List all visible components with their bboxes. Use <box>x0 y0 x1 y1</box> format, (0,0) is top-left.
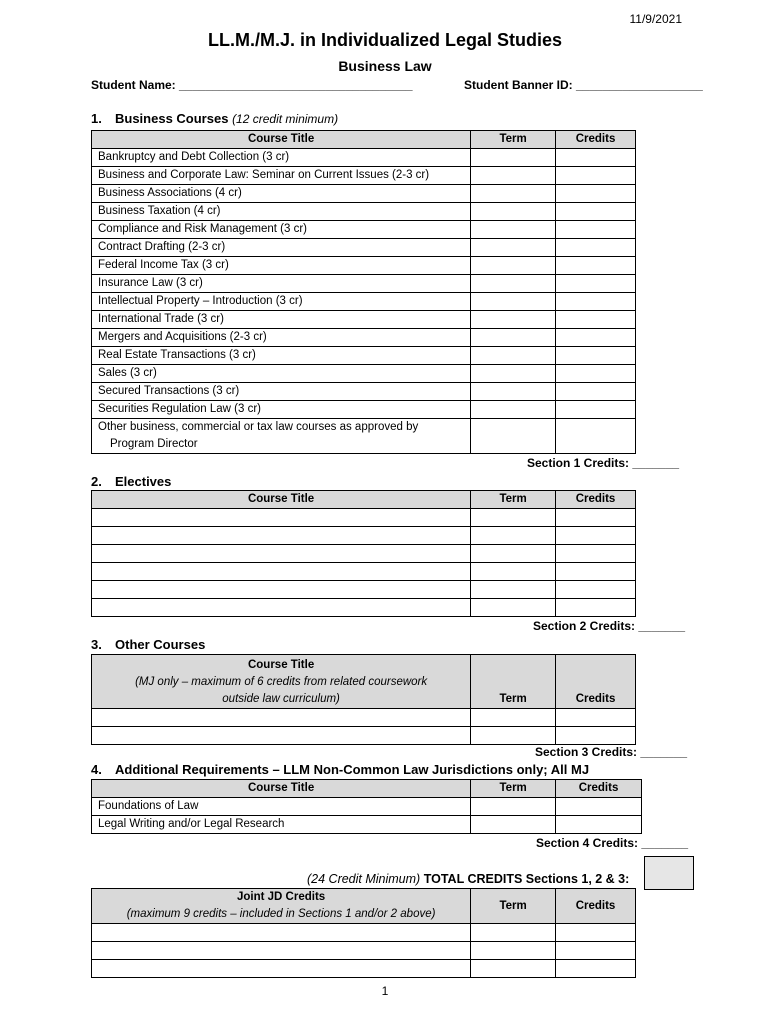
page-title: LL.M./M.J. in Individualized Legal Studies <box>207 30 563 50</box>
credits-cell[interactable] <box>556 347 636 365</box>
credits-cell[interactable] <box>556 239 636 257</box>
course-title-cell: Bankruptcy and Debt Collection (3 cr) <box>92 149 471 167</box>
table-row <box>92 599 636 617</box>
term-cell[interactable] <box>471 329 556 347</box>
term-header: Term <box>471 655 556 709</box>
credits-header: Credits <box>556 491 636 509</box>
term-cell[interactable] <box>471 365 556 383</box>
course-title-header-note-2: outside law curriculum) <box>222 692 340 705</box>
section-4-number: 4. <box>91 762 102 777</box>
section-4-credits-total[interactable]: Section 4 Credits: _______ <box>536 836 689 850</box>
table-row <box>92 545 636 563</box>
course-title-cell[interactable] <box>92 924 471 942</box>
course-title-header-note-1: (MJ only – maximum of 6 credits from related coursework <box>135 675 428 688</box>
table-row <box>92 149 636 167</box>
course-title-cell: International Trade (3 cr) <box>92 311 471 329</box>
course-title-cell[interactable] <box>92 942 471 960</box>
section-3-heading <box>91 637 205 652</box>
credits-cell[interactable] <box>556 942 636 960</box>
course-title-cell: Foundations of Law <box>92 798 471 816</box>
course-title-cell: Business Associations (4 cr) <box>92 185 471 203</box>
term-cell[interactable] <box>471 185 556 203</box>
section-4-heading <box>91 762 589 777</box>
term-cell[interactable] <box>471 581 556 599</box>
term-cell[interactable] <box>471 798 556 816</box>
credits-cell[interactable] <box>556 563 636 581</box>
credits-cell[interactable] <box>556 509 636 527</box>
credits-cell[interactable] <box>556 419 636 454</box>
course-title-cell[interactable] <box>92 545 471 563</box>
credits-cell[interactable] <box>556 311 636 329</box>
table-row <box>92 365 636 383</box>
term-header: Term <box>471 491 556 509</box>
section-2-credits-total[interactable]: Section 2 Credits: _______ <box>533 619 686 633</box>
table-row <box>92 816 642 834</box>
credits-header: Credits <box>556 655 636 709</box>
page-subtitle: Business Law <box>338 58 432 74</box>
term-cell[interactable] <box>471 816 556 834</box>
course-title-cell[interactable] <box>92 563 471 581</box>
course-title-header: Course Title <box>92 131 471 149</box>
table-header-row <box>92 889 636 924</box>
table-row <box>92 527 636 545</box>
total-credits-box[interactable] <box>644 856 694 890</box>
term-cell[interactable] <box>471 311 556 329</box>
course-title-cell: Sales (3 cr) <box>92 365 471 383</box>
term-cell[interactable] <box>471 924 556 942</box>
table-row <box>92 401 636 419</box>
credits-cell[interactable] <box>556 329 636 347</box>
term-cell[interactable] <box>471 545 556 563</box>
course-title-line-2: Program Director <box>110 438 198 450</box>
credits-cell[interactable] <box>556 221 636 239</box>
term-cell[interactable] <box>471 221 556 239</box>
table-row <box>92 581 636 599</box>
term-cell[interactable] <box>471 942 556 960</box>
term-cell[interactable] <box>471 239 556 257</box>
credits-cell[interactable] <box>556 599 636 617</box>
section-3-credits-total[interactable]: Section 3 Credits: _______ <box>535 745 688 759</box>
table-row <box>92 203 636 221</box>
term-cell[interactable] <box>471 401 556 419</box>
credits-cell[interactable] <box>556 527 636 545</box>
course-title-cell: Federal Income Tax (3 cr) <box>92 257 471 275</box>
section-1-title: Business Courses <box>115 111 229 126</box>
table-row <box>92 509 636 527</box>
section-2-number: 2. <box>91 474 102 489</box>
course-title-cell: Insurance Law (3 cr) <box>92 275 471 293</box>
credits-cell[interactable] <box>556 709 636 727</box>
table-row <box>92 239 636 257</box>
course-title-header: Course Title <box>92 780 471 798</box>
course-title-cell: Securities Regulation Law (3 cr) <box>92 401 471 419</box>
total-credits-label: TOTAL CREDITS Sections 1, 2 & 3: <box>423 872 630 886</box>
section-1-note: (12 credit minimum) <box>232 112 339 126</box>
term-cell[interactable] <box>471 563 556 581</box>
table-header-row <box>92 780 642 798</box>
credits-cell[interactable] <box>556 167 636 185</box>
course-title-cell: Mergers and Acquisitions (2-3 cr) <box>92 329 471 347</box>
section-3-number: 3. <box>91 637 102 652</box>
table-row <box>92 419 636 454</box>
joint-jd-header-note: (maximum 9 credits – included in Sections 1 and/or 2 above) <box>126 908 436 920</box>
credits-header: Credits <box>556 780 642 798</box>
credits-cell[interactable] <box>556 960 636 978</box>
credits-cell[interactable] <box>556 275 636 293</box>
table-header-row <box>92 131 636 149</box>
table-row <box>92 960 636 978</box>
term-cell[interactable] <box>471 709 556 727</box>
table-row <box>92 563 636 581</box>
credits-cell[interactable] <box>556 924 636 942</box>
credits-cell[interactable] <box>556 383 636 401</box>
credits-cell[interactable] <box>556 365 636 383</box>
credits-cell[interactable] <box>556 401 636 419</box>
term-cell[interactable] <box>471 727 556 745</box>
section-1-credits-total[interactable]: Section 1 Credits: _______ <box>527 456 680 470</box>
table-row <box>92 924 636 942</box>
section-4-title: Additional Requirements – LLM Non-Common Law Jurisdictions only; All MJ <box>115 762 590 777</box>
term-cell[interactable] <box>471 527 556 545</box>
business-courses-table <box>91 130 636 454</box>
term-header: Term <box>471 131 556 149</box>
total-credits-line <box>307 872 629 886</box>
section-1-heading <box>91 111 338 126</box>
table-header-row <box>92 491 636 509</box>
credits-cell[interactable] <box>556 581 636 599</box>
credits-cell[interactable] <box>556 203 636 221</box>
course-title-cell <box>92 419 471 454</box>
credits-cell[interactable] <box>556 185 636 203</box>
credits-cell[interactable] <box>556 257 636 275</box>
section-2-heading <box>91 474 171 489</box>
table-row <box>92 798 642 816</box>
course-title-line-1: Other business, commercial or tax law courses as approved by <box>98 421 419 433</box>
table-row <box>92 221 636 239</box>
table-row <box>92 185 636 203</box>
term-cell[interactable] <box>471 257 556 275</box>
term-header: Term <box>471 780 556 798</box>
course-title-cell[interactable] <box>92 727 471 745</box>
course-title-cell: Contract Drafting (2-3 cr) <box>92 239 471 257</box>
course-title-cell[interactable] <box>92 527 471 545</box>
term-cell[interactable] <box>471 383 556 401</box>
term-cell[interactable] <box>471 149 556 167</box>
section-1-number: 1. <box>91 111 102 126</box>
course-title-header <box>92 655 471 709</box>
term-cell[interactable] <box>471 599 556 617</box>
term-cell[interactable] <box>471 347 556 365</box>
credits-cell[interactable] <box>556 727 636 745</box>
term-cell[interactable] <box>471 509 556 527</box>
section-2-title: Electives <box>115 474 172 489</box>
student-name-field[interactable]: Student Name: ___________________________________ <box>91 78 413 92</box>
table-header-row <box>92 655 636 709</box>
course-title-cell: Intellectual Property – Introduction (3 cr) <box>92 293 471 311</box>
joint-jd-header-label: Joint JD Credits <box>236 891 326 903</box>
term-header: Term <box>471 889 556 924</box>
total-credits-note: (24 Credit Minimum) <box>307 872 421 886</box>
course-title-header: Course Title <box>92 491 471 509</box>
credits-header: Credits <box>556 131 636 149</box>
course-title-cell: Real Estate Transactions (3 cr) <box>92 347 471 365</box>
credits-cell[interactable] <box>556 149 636 167</box>
term-cell[interactable] <box>471 275 556 293</box>
course-title-cell: Compliance and Risk Management (3 cr) <box>92 221 471 239</box>
course-title-cell[interactable] <box>92 709 471 727</box>
term-cell[interactable] <box>471 960 556 978</box>
table-row <box>92 329 636 347</box>
credits-header: Credits <box>556 889 636 924</box>
additional-requirements-table <box>91 779 642 834</box>
credits-cell[interactable] <box>556 293 636 311</box>
electives-table <box>91 490 636 617</box>
section-3-title: Other Courses <box>115 637 206 652</box>
table-row <box>92 167 636 185</box>
student-banner-id-field[interactable]: Student Banner ID: ___________________ <box>464 78 703 92</box>
joint-jd-header <box>92 889 471 924</box>
course-title-cell: Business Taxation (4 cr) <box>92 203 471 221</box>
table-row <box>92 275 636 293</box>
term-cell[interactable] <box>471 167 556 185</box>
table-row <box>92 383 636 401</box>
course-title-cell: Legal Writing and/or Legal Research <box>92 816 471 834</box>
other-courses-table <box>91 654 636 745</box>
table-row <box>92 311 636 329</box>
credits-cell[interactable] <box>556 816 642 834</box>
course-title-cell[interactable] <box>92 509 471 527</box>
table-row <box>92 347 636 365</box>
table-row <box>92 709 636 727</box>
course-title-cell: Secured Transactions (3 cr) <box>92 383 471 401</box>
course-title-cell[interactable] <box>92 960 471 978</box>
credits-cell[interactable] <box>556 545 636 563</box>
course-title-cell[interactable] <box>92 581 471 599</box>
term-cell[interactable] <box>471 419 556 454</box>
course-title-cell: Business and Corporate Law: Seminar on Current Issues (2-3 cr) <box>92 167 471 185</box>
course-title-cell[interactable] <box>92 599 471 617</box>
joint-jd-credits-table <box>91 888 636 978</box>
credits-cell[interactable] <box>556 798 642 816</box>
table-row <box>92 942 636 960</box>
table-row <box>92 727 636 745</box>
page-number: 1 <box>381 984 389 998</box>
course-title-header-label: Course Title <box>247 658 315 671</box>
term-cell[interactable] <box>471 293 556 311</box>
term-cell[interactable] <box>471 203 556 221</box>
document-date: 11/9/2021 <box>629 12 682 26</box>
table-row <box>92 293 636 311</box>
table-row <box>92 257 636 275</box>
